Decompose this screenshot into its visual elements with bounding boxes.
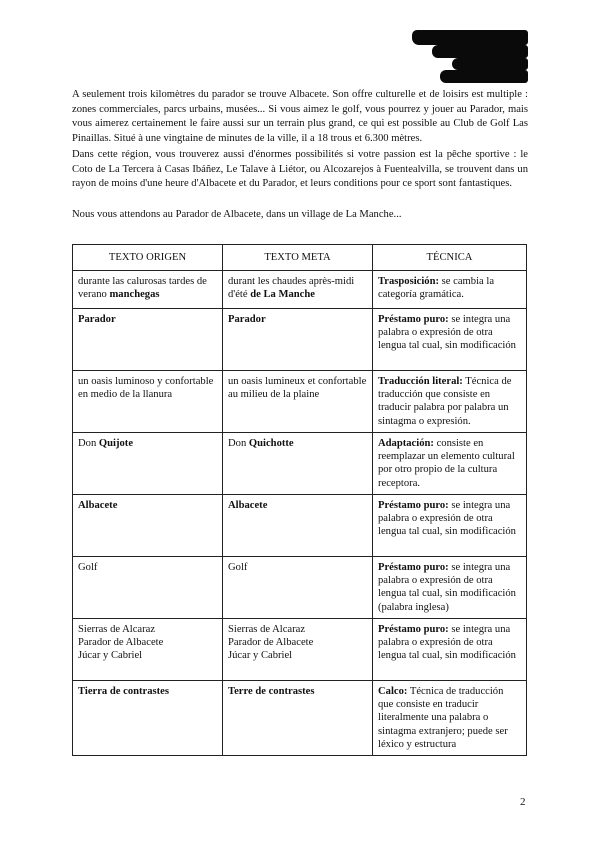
technique-term: Préstamo puro:	[378, 624, 449, 635]
origen-line: Júcar y Cabriel	[78, 650, 143, 662]
page-number: 2	[520, 796, 526, 808]
cell-texto-meta	[223, 433, 373, 495]
origen-line: Parador de Albacete	[78, 637, 164, 649]
origen-bold-text: Parador	[78, 314, 116, 325]
cell-tecnica	[373, 619, 527, 681]
origen-bold-text: Quijote	[98, 438, 134, 449]
meta-text: Golf	[228, 562, 248, 573]
meta-text: un oasis lumineux et confortable au milieu de la plaine	[228, 376, 367, 401]
meta-bold-text: Albacete	[228, 500, 268, 511]
cell-texto-origen	[73, 681, 223, 756]
technique-term: Calco:	[378, 686, 408, 697]
table-row	[73, 495, 527, 557]
meta-text: durant les chaudes après-midi d'été	[228, 276, 355, 301]
technique-description: se integra una palabra o expresión de otra lengua tal cual, sin modificación	[378, 314, 516, 352]
cell-texto-origen	[73, 433, 223, 495]
origen-line: Sierras de Alcaraz	[78, 624, 156, 635]
redacted-header-block-1	[412, 30, 528, 45]
cell-tecnica	[373, 433, 527, 495]
translation-techniques-table	[72, 244, 527, 756]
redacted-header-block-3	[452, 58, 528, 70]
cell-texto-meta	[223, 681, 373, 756]
technique-term: Préstamo puro:	[378, 500, 449, 511]
cell-texto-meta	[223, 619, 373, 681]
table-row	[73, 681, 527, 756]
redacted-header-block-4	[440, 70, 528, 83]
header-texto-meta: TEXTO META	[223, 245, 373, 271]
technique-term: Préstamo puro:	[378, 314, 449, 325]
technique-term: Adaptación:	[378, 438, 434, 449]
table-row	[73, 619, 527, 681]
header-tecnica: TÉCNICA	[373, 245, 527, 271]
meta-line: Sierras de Alcaraz	[228, 624, 306, 635]
cell-texto-meta	[223, 309, 373, 371]
origen-bold-text: Tierra de contrastes	[78, 686, 170, 697]
header-texto-origen: TEXTO ORIGEN	[73, 245, 223, 271]
cell-texto-origen	[73, 619, 223, 681]
cell-texto-origen	[73, 309, 223, 371]
cell-tecnica	[373, 271, 527, 309]
paragraph-closing: Nous vous attendons au Parador de Albacete, dans un village de La Manche...	[72, 209, 402, 220]
cell-texto-origen	[73, 271, 223, 309]
origen-bold-text: manchegas	[109, 289, 160, 301]
technique-description: se integra una palabra o expresión de otra lengua tal cual, sin modificación	[378, 500, 516, 538]
table-row	[73, 271, 527, 309]
cell-texto-meta	[223, 495, 373, 557]
technique-description: Técnica de traducción que consiste en traducir palabra por palabra un sintagma o expresión.	[378, 376, 512, 427]
origen-bold-text: Albacete	[78, 500, 118, 511]
table-row	[73, 433, 527, 495]
technique-description: consiste en reemplazar un elemento cultural por otro propio de la cultura receptora.	[378, 438, 515, 489]
cell-texto-origen	[73, 371, 223, 433]
table-row	[73, 371, 527, 433]
cell-texto-meta	[223, 371, 373, 433]
technique-term: Trasposición:	[378, 276, 440, 287]
redacted-header-block-2	[432, 45, 528, 58]
meta-text: Don	[228, 438, 249, 449]
cell-texto-meta	[223, 271, 373, 309]
cell-tecnica	[373, 681, 527, 756]
origen-text: durante las calurosas tardes de verano	[78, 276, 207, 301]
origen-text: Golf	[78, 562, 98, 573]
meta-bold-text: Parador	[228, 314, 266, 325]
origen-text: un oasis luminoso y confortable en medio de la llanura	[78, 376, 214, 401]
table-row	[73, 557, 527, 619]
technique-description: se integra una palabra o expresión de otra lengua tal cual, sin modificación	[378, 624, 516, 662]
technique-term: Préstamo puro:	[378, 562, 449, 573]
table-header-row	[73, 245, 527, 271]
cell-texto-origen	[73, 557, 223, 619]
meta-bold-text: Quichotte	[248, 438, 294, 449]
cell-tecnica	[373, 371, 527, 433]
cell-texto-meta	[223, 557, 373, 619]
cell-tecnica	[373, 495, 527, 557]
paragraph-albacete: A seulement trois kilomètres du parador se trouve Albacete. Son offre culturelle et de loisirs est multiple : zones commerciales, parcs urbains, musées... Si vous aimez le golf, vous pourrez y jouer au Parador, mais vous aimerez certainement le faire aussi sur un terrain plus grand, ce qui est possible au Club de Golf Las Pinaillas. Situé à une vingtaine de minutes de la ville, il a 18 trous et 6.300 mètres.	[72, 89, 528, 144]
technique-description: se integra una palabra o expresión de otra lengua tal cual, sin modificación (palabra inglesa)	[378, 562, 516, 613]
paragraph-fishing: Dans cette région, vous trouverez aussi d'énormes possibilités si votre passion est la pêche sportive : le Coto de La Tercera à Casas Ibáñez, Le Talave à Liétor, ou Alcozarejos à Fuentealvilla, se trouvent dans un rayon de moins d'une heure d'Albacete et du Parador, et leurs conditions pour ce sport sont fantastiques.	[72, 149, 528, 190]
meta-line: Júcar y Cabriel	[228, 650, 293, 662]
table-row	[73, 309, 527, 371]
technique-description: se cambia la categoría gramática.	[378, 276, 495, 301]
technique-description: Técnica de traducción que consiste en traducir literalmente una palabra o sintagma extranjero; puede ser léxico y estructura	[378, 686, 508, 750]
cell-tecnica	[373, 557, 527, 619]
cell-texto-origen	[73, 495, 223, 557]
origen-text: Don	[78, 438, 99, 449]
meta-line: Parador de Albacete	[228, 637, 314, 649]
meta-bold-text: de La Manche	[250, 289, 315, 301]
cell-tecnica	[373, 309, 527, 371]
meta-bold-text: Terre de contrastes	[228, 686, 315, 697]
technique-term: Traducción literal:	[378, 376, 463, 387]
